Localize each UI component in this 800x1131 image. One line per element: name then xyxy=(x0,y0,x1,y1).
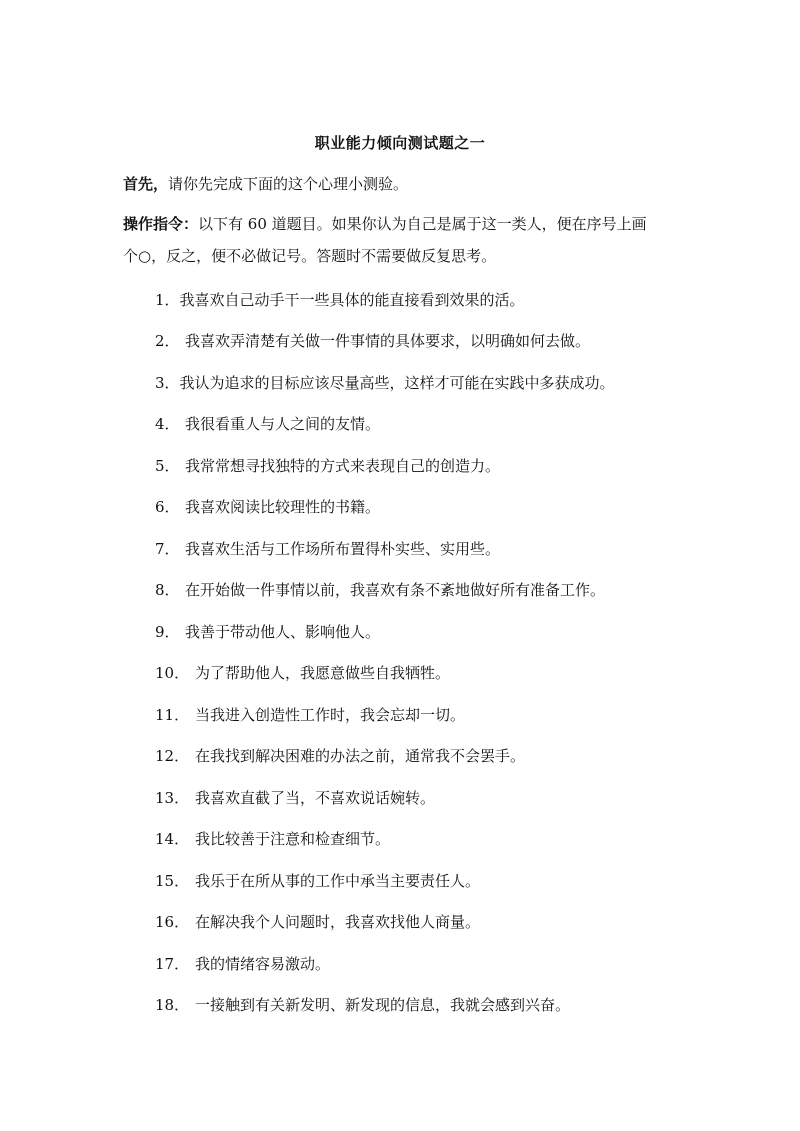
question-item xyxy=(155,290,525,310)
instruction-label: 操作指令： xyxy=(123,215,199,233)
question-text: 我喜欢直截了当，不喜欢说话婉转。 xyxy=(195,789,436,807)
question-text: 一接触到有关新发明、新发现的信息，我就会感到兴奋。 xyxy=(195,996,571,1014)
question-item xyxy=(155,497,380,517)
instruction-paragraph xyxy=(123,214,683,234)
question-item xyxy=(155,373,615,393)
question-number: 5． xyxy=(155,457,180,475)
question-text: 我喜欢弄清楚有关做一件事情的具体要求，以明确如何去做。 xyxy=(185,332,591,350)
question-item xyxy=(155,663,450,683)
question-item xyxy=(155,912,480,932)
question-item xyxy=(155,954,330,974)
intro-label: 首先， xyxy=(123,175,169,193)
question-item xyxy=(155,331,590,351)
question-text: 我常常想寻找独特的方式来表现自己的创造力。 xyxy=(185,457,501,475)
intro-paragraph xyxy=(123,174,683,194)
question-text: 在解决我个人问题时，我喜欢找他人商量。 xyxy=(195,913,481,931)
question-item xyxy=(155,414,380,434)
question-number: 14． xyxy=(155,830,190,848)
question-text: 我乐于在所从事的工作中承当主要责任人。 xyxy=(195,872,481,890)
question-text: 在我找到解决困难的办法之前，通常我不会罢手。 xyxy=(195,747,526,765)
instruction-continuation xyxy=(123,246,683,266)
document-title: 职业能力倾向测试题之一 xyxy=(314,134,486,152)
question-text: 我认为追求的目标应该尽量高些，这样才可能在实践中多获成功。 xyxy=(179,374,615,392)
question-text: 我喜欢自己动手干一些具体的能直接看到效果的活。 xyxy=(179,291,525,309)
question-number: 2． xyxy=(155,332,180,350)
question-item xyxy=(155,995,570,1015)
question-item xyxy=(155,746,525,766)
question-item xyxy=(155,580,605,600)
question-text: 我的情绪容易激动。 xyxy=(195,955,331,973)
question-item xyxy=(155,705,465,725)
instruction-text-line1: 以下有 60 道题目。如果你认为自己是属于这一类人，便在序号上画 xyxy=(198,215,647,233)
question-item xyxy=(155,788,435,808)
question-item xyxy=(155,829,390,849)
question-text: 我比较善于注意和检查细节。 xyxy=(195,830,391,848)
question-number: 11． xyxy=(155,706,190,724)
question-text: 我善于带动他人、影响他人。 xyxy=(185,623,381,641)
question-number: 7． xyxy=(155,540,180,558)
question-number: 8． xyxy=(155,581,180,599)
question-number: 15． xyxy=(155,872,190,890)
question-item xyxy=(155,622,380,642)
question-number: 17． xyxy=(155,955,190,973)
question-item xyxy=(155,871,480,891)
question-text: 在开始做一件事情以前，我喜欢有条不紊地做好所有准备工作。 xyxy=(185,581,606,599)
question-number: 16． xyxy=(155,913,190,931)
question-number: 1． xyxy=(155,291,180,309)
question-number: 3． xyxy=(155,374,180,392)
question-text: 为了帮助他人，我愿意做些自我牺牲。 xyxy=(195,664,451,682)
question-number: 13． xyxy=(155,789,190,807)
instruction-text-line2: 个○，反之，便不必做记号。答题时不需要做反复思考。 xyxy=(123,247,497,265)
question-number: 12． xyxy=(155,747,190,765)
question-item xyxy=(155,539,500,559)
question-number: 6． xyxy=(155,498,180,516)
question-text: 我很看重人与人之间的友情。 xyxy=(185,415,381,433)
question-text: 我喜欢生活与工作场所布置得朴实些、实用些。 xyxy=(185,540,501,558)
question-number: 9． xyxy=(155,623,180,641)
question-text: 我喜欢阅读比较理性的书籍。 xyxy=(185,498,381,516)
intro-text: 请你先完成下面的这个心理小测验。 xyxy=(168,175,409,193)
question-text: 当我进入创造性工作时，我会忘却一切。 xyxy=(195,706,466,724)
question-number: 10． xyxy=(155,664,190,682)
question-number: 18． xyxy=(155,996,190,1014)
question-item xyxy=(155,456,500,476)
question-number: 4． xyxy=(155,415,180,433)
